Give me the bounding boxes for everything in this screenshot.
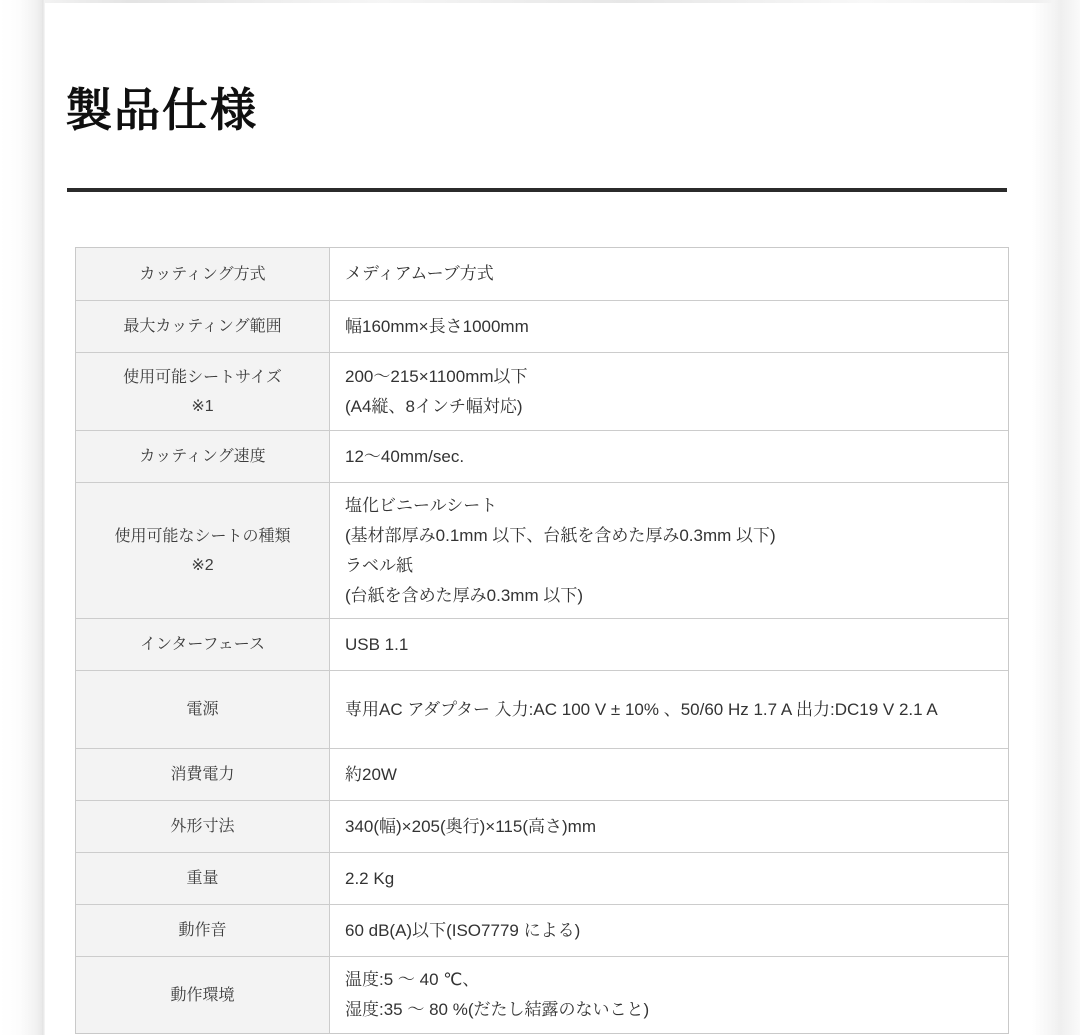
spec-label: 電源 [186,701,219,718]
spec-value: 60 dB(A)以下(ISO7779 による) [345,920,581,940]
spec-value: 12〜40mm/sec. [345,446,465,466]
page-left-edge-shadow [0,0,45,1035]
spec-label-cell [76,483,330,618]
spec-label-note: ※2 [191,556,214,574]
spec-value-cell [330,353,1008,430]
spec-value: (台紙を含めた厚み0.3mm 以下) [345,585,583,605]
table-row-usable-sheet-types [76,482,1008,618]
spec-value: 340(幅)×205(奥行)×115(高さ)mm [345,816,596,836]
spec-label: 重量 [186,870,219,887]
spec-value-cell [330,248,1008,300]
spec-value: 約20W [345,764,397,784]
spec-value-cell [330,483,1008,618]
spec-label-cell [76,905,330,956]
spec-label-cell [76,801,330,852]
table-row-power-supply [76,670,1008,748]
spec-table [75,247,1009,1034]
spec-value: 2.2 Kg [345,868,395,888]
spec-label: 最大カッティング範囲 [123,318,282,335]
table-row-operating-environment [76,956,1008,1033]
spec-value-cell [330,431,1008,482]
page-title: 製品仕様 [66,84,258,136]
spec-label-cell [76,431,330,482]
spec-value-cell [330,801,1008,852]
spec-label: カッティング速度 [139,448,266,465]
spec-value-cell [330,957,1008,1033]
spec-label-cell [76,248,330,300]
table-row-power-consumption [76,748,1008,800]
spec-value: 温度:5 〜 40 ℃、 [345,970,480,989]
spec-value: USB 1.1 [345,634,409,654]
table-row-cutting-speed [76,430,1008,482]
table-row-max-cutting-range [76,300,1008,352]
spec-label-cell [76,301,330,352]
spec-value-cell [330,301,1008,352]
spec-value: 専用AC アダプター 入力:AC 100 V ± 10% 、50/60 Hz 1.7 A 出力:DC19 V 2.1 A [345,699,938,719]
spec-label: 動作音 [178,922,227,939]
table-row-usable-sheet-size [76,352,1008,430]
spec-label: 動作環境 [170,986,235,1004]
spec-value: ラベル紙 [345,555,413,575]
spec-label: インターフェース [140,636,265,653]
page-right-edge-shadow [1032,0,1080,1035]
spec-label-cell [76,671,330,748]
spec-value-cell [330,619,1008,670]
table-row-cutting-method [76,248,1008,300]
spec-value: 湿度:35 〜 80 %(だたし結露のないこと) [345,1000,650,1019]
spec-value-cell [330,749,1008,800]
spec-label: 使用可能なシートの種類 [114,527,291,545]
page-top-edge-shadow [0,0,1080,3]
spec-value: 塩化ビニールシート [345,495,498,515]
spec-value: (A4縦、8インチ幅対応) [345,396,523,416]
spec-label: カッティング方式 [139,265,266,283]
spec-label-cell [76,957,330,1033]
spec-label-cell [76,353,330,430]
spec-label-note: ※1 [191,397,214,415]
spec-label: 外形寸法 [170,818,235,835]
table-row-operating-noise [76,904,1008,956]
spec-label-cell [76,619,330,670]
spec-value: (基材部厚み0.1mm 以下、台紙を含めた厚み0.3mm 以下) [345,525,776,545]
title-underline-rule [67,188,1007,192]
spec-value-cell [330,853,1008,904]
table-row-external-dimensions [76,800,1008,852]
spec-value: 200〜215×1100mm以下 [345,366,528,386]
spec-value: メディアムーブ方式 [345,264,494,283]
spec-value-cell [330,671,1008,748]
spec-label-cell [76,749,330,800]
spec-value: 幅160mm×長さ1000mm [345,316,529,336]
table-row-weight [76,852,1008,904]
spec-label: 使用可能シートサイズ [123,368,282,386]
spec-label-cell [76,853,330,904]
table-row-interface [76,618,1008,670]
spec-value-cell [330,905,1008,956]
spec-label: 消費電力 [170,766,235,783]
